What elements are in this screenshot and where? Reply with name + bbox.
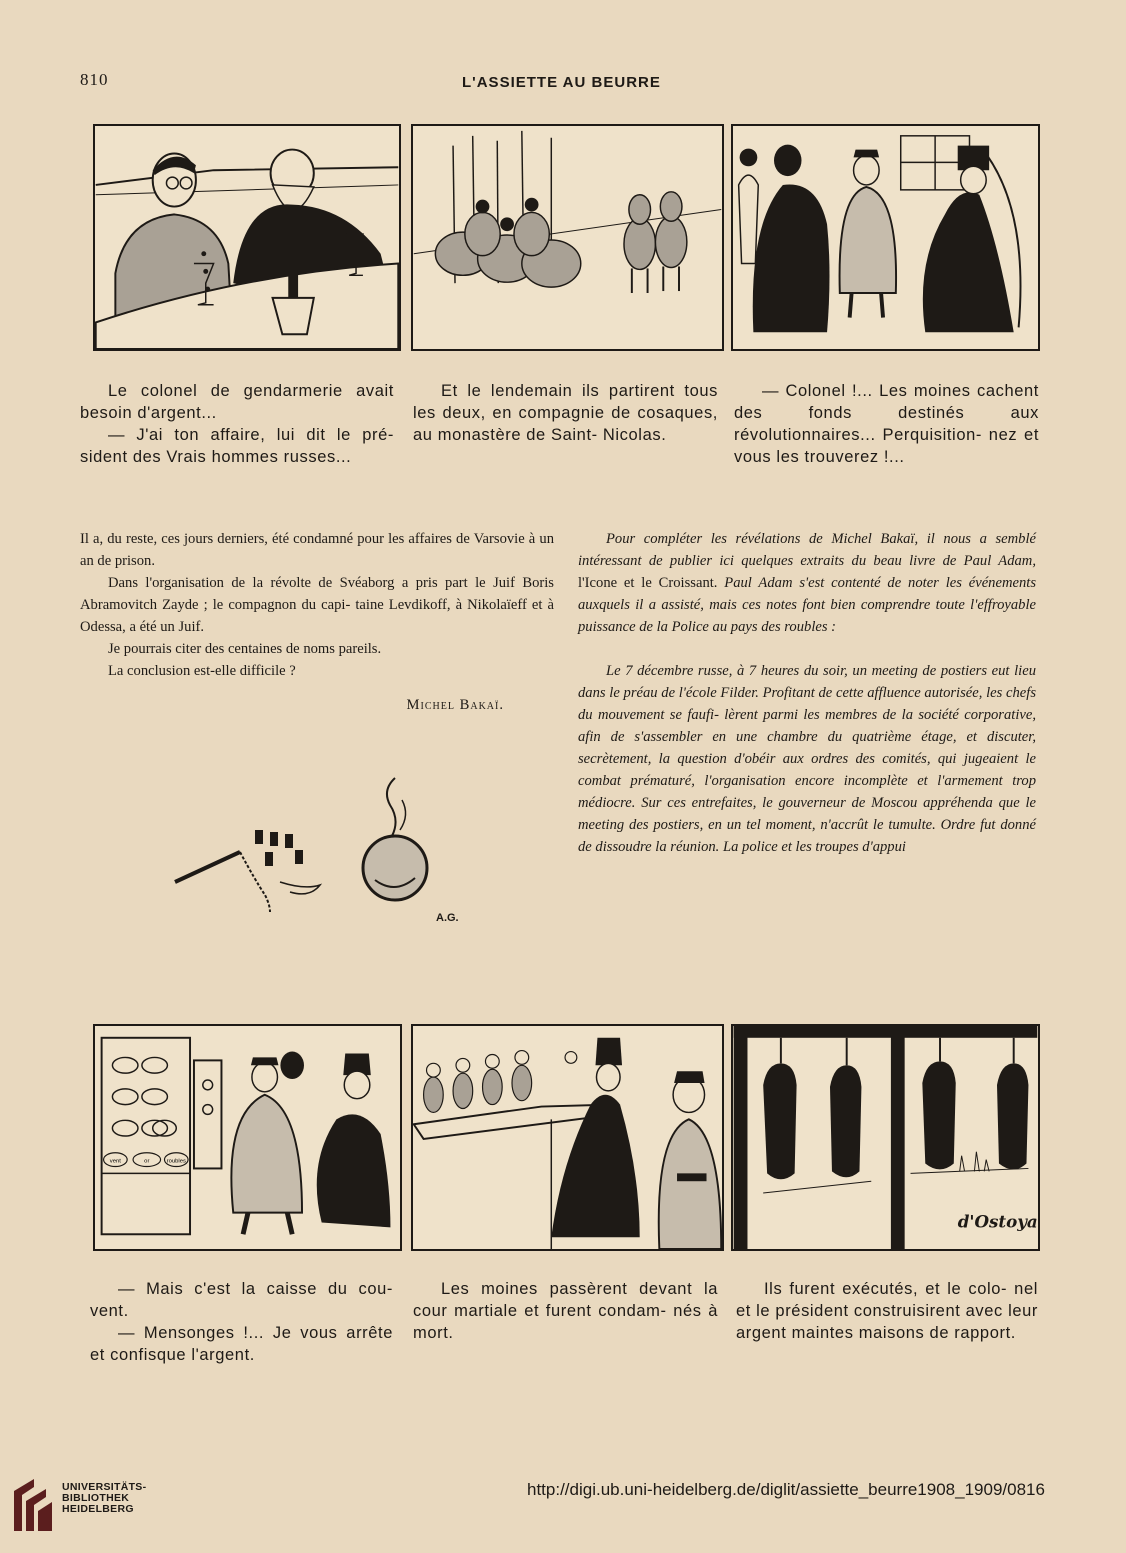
top-panel-2 — [411, 124, 724, 351]
article-paragraph: La conclusion est-elle difficile ? — [108, 663, 296, 679]
illustration-gallows — [733, 1026, 1038, 1249]
illustration-denunciation — [733, 126, 1038, 349]
top-caption-3 — [734, 380, 1039, 468]
caption-paragraph: Ils furent exécutés, et le colo- nel et le président construisirent avec leur argent maintes maisons de rapport. — [736, 1280, 1038, 1342]
library-name — [62, 1482, 146, 1515]
illustration-court-martial — [413, 1026, 722, 1249]
vignette-initials: A.G. — [436, 912, 459, 924]
library-name-line: BIBLIOTHEK — [62, 1492, 130, 1504]
caption-paragraph: — J'ai ton affaire, lui dit le pré- sident des Vrais hommes russes... — [80, 426, 394, 466]
safe-bag-label: roubles — [166, 1158, 186, 1165]
source-url-link[interactable]: http://digi.ub.uni-heidelberg.de/diglit/assiette_beurre1908_1909/0816 — [527, 1480, 1045, 1499]
bottom-caption-2 — [413, 1278, 718, 1344]
article-paragraph: Il a, du reste, ces jours derniers, été condamné pour les affaires de Varsovie à un an de prison. — [80, 531, 554, 569]
vignette-whip-cartridges-bomb — [170, 770, 450, 930]
right-article-column — [578, 528, 1036, 858]
article-paragraph: Je pourrais citer des centaines de noms pareils. — [108, 641, 382, 657]
bottom-panel-1 — [93, 1024, 402, 1251]
excerpt-paragraph: Le 7 décembre russe, à 7 heures du soir, un meeting de postiers eut lieu dans le préau de l'école Filder. Profitant de cette affluence autorisée, les chefs du mouvement se faufi- lèrent parmi les membres de la société corporative, afin de s'assembler en une chambre du quatrième étage, et discuter, secrètement, la question d'obéir aux ordres des comités, qui jugeaient le combat prématuré, l'organisation encore incomplète et l'armement trop médiocre. Sur ces entrefaites, le gouverneur de Moscou appréhenda que le meeting des postiers, en un tel moment, n'accrût le tumulte. Ordre fut donné de dissoudre la réunion. La police et les troupes d'appui — [578, 663, 1036, 855]
library-name-line: HEIDELBERG — [62, 1503, 134, 1515]
top-caption-1 — [80, 380, 394, 468]
journal-title: L'ASSIETTE AU BEURRE — [462, 74, 661, 91]
bottom-caption-1 — [90, 1278, 393, 1366]
author-signature: Michel Bakaï. — [406, 697, 504, 713]
illustration-safe-search — [95, 1026, 400, 1249]
top-panel-1 — [93, 124, 401, 351]
caption-paragraph: Les moines passèrent devant la cour martiale et furent condam- nés à mort. — [413, 1280, 718, 1342]
left-article-column — [80, 528, 554, 716]
editor-intro: Pour compléter les révélations de Michel Bakaï, il nous a semblé intéressant de publier ici quelques extraits du beau livre de Paul Adam, — [578, 531, 1036, 569]
article-paragraph: Dans l'organisation de la révolte de Svéaborg a pris part le Juif Boris Abramovitch Zayde ; le compagnon du capi- taine Levdikoff, à Nikolaïeff et à Odessa, a été un Juif. — [80, 575, 554, 635]
top-panel-3 — [731, 124, 1040, 351]
illustration-colonel-and-president — [95, 126, 399, 349]
bottom-panel-2 — [411, 1024, 724, 1251]
caption-paragraph: Le colonel de gendarmerie avait besoin d'argent... — [80, 382, 394, 422]
library-name-line: UNIVERSITÄTS- — [62, 1481, 147, 1493]
caption-paragraph: — Colonel !... Les moines cachent des fonds destinés aux révolutionnaires... Perquisition- nez et vous les trouverez !... — [734, 382, 1039, 466]
book-title: l'Icone et le Croissant. — [578, 575, 718, 591]
page-number: 810 — [80, 70, 109, 89]
top-caption-2 — [413, 380, 718, 446]
university-logo-icon — [12, 1477, 54, 1533]
illustration-cossacks-riding — [413, 126, 722, 349]
artist-signature: d'Ostoya — [957, 1211, 1038, 1232]
caption-paragraph: — Mensonges !... Je vous arrête et confisque l'argent. — [90, 1324, 393, 1364]
bottom-panel-3 — [731, 1024, 1040, 1251]
safe-bag-label: or — [144, 1158, 150, 1165]
bottom-caption-3 — [736, 1278, 1038, 1344]
editor-intro-continued: Paul Adam s'est contenté de noter les événements auxquels il a assisté, mais ces notes font bien comprendre toute l'effroyable puissance de la Police au pays des roubles : — [578, 575, 1036, 635]
caption-paragraph: — Mais c'est la caisse du cou- vent. — [90, 1280, 393, 1320]
caption-paragraph: Et le lendemain ils partirent tous les deux, en compagnie de cosaques, au monastère de Saint- Nicolas. — [413, 382, 718, 444]
safe-bag-label: vent — [109, 1158, 121, 1165]
